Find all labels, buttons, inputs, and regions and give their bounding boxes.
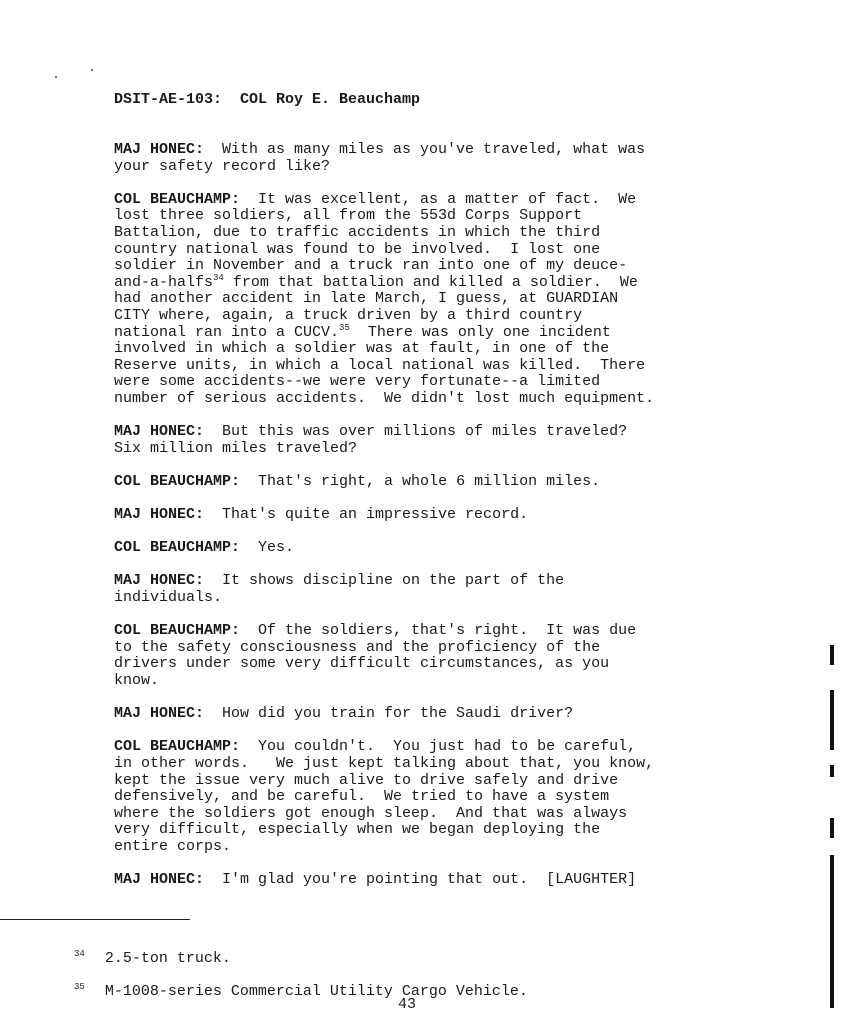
footnote-number: 35: [74, 982, 85, 992]
footnote-35: [38, 966, 528, 1017]
transcript-line: drivers under some very difficult circumstances, as you: [114, 655, 610, 673]
speaker-label: MAJ HONEC:: [114, 572, 205, 590]
transcript-line: Yes.: [240, 539, 295, 557]
page-number: 43: [398, 996, 417, 1013]
transcript-line: country national was found to be involved. I lost one: [114, 240, 601, 258]
transcript-line: number of serious accidents. We didn't lost much equipment.: [114, 389, 655, 407]
footnote-text: M-1008-series Commercial Utility Cargo Vehicle.: [104, 983, 528, 1000]
transcript-line: You couldn't. You just had to be careful,: [240, 738, 637, 756]
footnote-text: 2.5-ton truck.: [104, 950, 231, 967]
scan-speck: [91, 69, 93, 71]
transcript-paragraph: [114, 474, 734, 491]
transcript-line: Of the soldiers, that's right. It was due: [240, 622, 637, 640]
transcript-line: were some accidents--we were very fortunate--a limited: [114, 373, 601, 391]
footnote-number: 34: [74, 949, 85, 959]
transcript-line: With as many miles as you've traveled, what was: [204, 141, 646, 158]
transcript-paragraph: [114, 623, 734, 689]
transcript-paragraph: [114, 739, 734, 855]
transcript-line: Battalion, due to traffic accidents in which the third: [114, 223, 601, 241]
scan-edge-mark: [830, 765, 834, 777]
footnote-ref: 34: [213, 272, 224, 283]
transcript-line: CITY where, again, a truck driven by a third country: [114, 306, 583, 324]
footnote-separator: [0, 919, 190, 920]
transcript-line: know.: [114, 672, 160, 689]
transcript-line: soldier in November and a truck ran into one of my deuce-: [114, 257, 628, 275]
transcript-paragraph: [114, 192, 734, 408]
transcript-paragraph: [114, 424, 734, 457]
transcript-line: where the soldiers got enough sleep. And that was always: [114, 804, 628, 822]
transcript-line: defensively, and be careful. We tried to have a system: [114, 788, 610, 806]
transcript-line: your safety record like?: [114, 157, 331, 175]
transcript-paragraph: [114, 573, 734, 606]
transcript-line: kept the issue very much alive to drive safely and drive: [114, 771, 619, 789]
transcript-line: But this was over millions of miles traveled?: [204, 423, 628, 441]
footnote-ref: 35: [339, 322, 350, 333]
transcript-line: national ran into a CUCV.$^{35}$ There was only one incident: [114, 322, 611, 341]
transcript-line: That's quite an impressive record.: [204, 506, 529, 524]
scan-speck: [55, 76, 57, 78]
scan-edge-mark: [830, 645, 834, 665]
speaker-label: MAJ HONEC:: [114, 705, 205, 723]
scan-edge-mark: [830, 855, 834, 1008]
transcript-paragraph: [114, 706, 734, 723]
document-header: DSIT-AE-103: COL Roy E. Beauchamp: [114, 91, 421, 108]
transcript-line: very difficult, especially when we began deploying the: [114, 821, 601, 839]
transcript-line: How did you train for the Saudi driver?: [204, 705, 574, 723]
speaker-label: COL BEAUCHAMP:: [114, 472, 241, 490]
transcript-line: had another accident in late March, I guess, at GUARDIAN: [114, 290, 619, 308]
speaker-label: COL BEAUCHAMP:: [114, 190, 241, 208]
transcript-line: and-a-halfs$^{34}$ from that battalion and killed a soldier. We: [114, 272, 638, 291]
transcript-line: It shows discipline on the part of the: [204, 572, 565, 590]
speaker-label: COL BEAUCHAMP:: [114, 738, 241, 756]
transcript-line: That's right, a whole 6 million miles.: [240, 472, 601, 490]
speaker-label: MAJ HONEC:: [114, 506, 205, 524]
transcript-line: involved in which a soldier was at fault, in one of the: [114, 340, 610, 358]
scan-edge-mark: [830, 818, 834, 838]
transcript-line: lost three soldiers, all from the 553d Corps Support: [114, 207, 583, 225]
transcript-line: in other words. We just kept talking about that, you know,: [114, 754, 655, 772]
transcript-body: [114, 142, 734, 905]
speaker-label: COL BEAUCHAMP:: [114, 539, 241, 557]
speaker-label: MAJ HONEC:: [114, 141, 205, 158]
transcript-line: It was excellent, as a matter of fact. We: [240, 190, 637, 208]
transcript-line: individuals.: [114, 589, 223, 607]
transcript-line: Reserve units, in which a local national was killed. There: [114, 356, 646, 374]
transcript-paragraph: [114, 872, 734, 889]
transcript-paragraph: [114, 507, 734, 524]
speaker-label: MAJ HONEC:: [114, 871, 205, 889]
transcript-line: entire corps.: [114, 837, 232, 855]
speaker-label: MAJ HONEC:: [114, 423, 205, 441]
transcript-line: to the safety consciousness and the proficiency of the: [114, 638, 601, 656]
speaker-label: COL BEAUCHAMP:: [114, 622, 241, 640]
transcript-line: I'm glad you're pointing that out. [LAUGHTER]: [204, 871, 637, 889]
scan-edge-mark: [830, 690, 834, 750]
transcript-paragraph: [114, 142, 734, 175]
transcript-line: Six million miles traveled?: [114, 439, 358, 457]
transcript-paragraph: [114, 540, 734, 557]
